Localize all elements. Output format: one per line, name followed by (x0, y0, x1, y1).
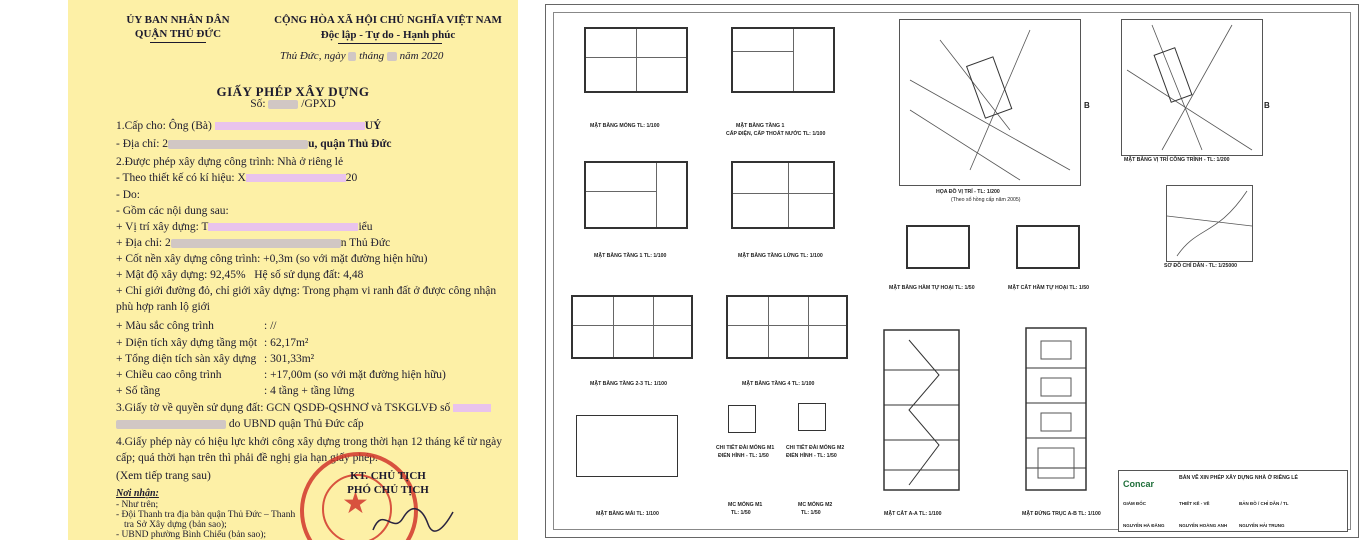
floor1-services-plan (731, 27, 835, 93)
roof-label: MẶT BẰNG MÁI TL: 1/100 (596, 511, 659, 517)
elevation-label: MẶT ĐỨNG TRỤC A-B TL: 1/100 (1022, 511, 1101, 517)
footing-m2-label: CHI TIẾT ĐÀI MÓNG M2 (786, 445, 845, 451)
section-label: MẶT CẮT A-A TL: 1/100 (884, 511, 942, 517)
title-block-content: BẢN ĐỒ / CHỈ DẪN / TL (1239, 501, 1289, 506)
title-block-sign-1: NGUYỄN HÀ ĐĂNG (1123, 523, 1165, 528)
floor23-plan (571, 295, 693, 359)
issued-to: 1.Cấp cho: Ông (Bà) UÝ (116, 120, 382, 132)
density-line: + Mật độ xây dựng: 92,45% Hệ số sử dụng đất: 4,48 (116, 269, 364, 281)
roof-plan (576, 415, 678, 477)
area1-value: : 62,17m² (264, 337, 309, 349)
recipient-3: tra Sở Xây dựng (bản sao); (124, 520, 227, 530)
floor23-label: MẶT BẰNG TẦNG 2-3 TL: 1/100 (590, 381, 667, 387)
septic-section (1016, 225, 1080, 269)
contents-heading: - Gồm các nội dung sau: (116, 205, 229, 217)
site-location-drawing (899, 19, 1081, 186)
building-permit-document (68, 0, 518, 540)
title-block-project: BẢN VẼ XIN PHÉP XÂY DỰNG NHÀ Ở RIÊNG LẺ (1179, 475, 1298, 481)
signer-role: PHÓ CHỦ TỊCH (347, 484, 429, 496)
see-next-page: (Xem tiếp trang sau) (116, 470, 211, 482)
authority-name: ỦY BAN NHÂN DÂN (126, 14, 230, 26)
locator-label: SƠ ĐỒ CHỈ DẪN - TL: 1/25000 (1164, 263, 1238, 269)
septic-section-label: MẶT CẮT HẦM TỰ HOẠI TL: 1/50 (1008, 285, 1089, 291)
mc-m2-sublabel: TL: 1/50 (801, 510, 821, 516)
star-icon: ★ (342, 486, 369, 521)
septic-plan (906, 225, 970, 269)
title-block-designer: THIẾT KẾ - VẼ (1179, 501, 1210, 506)
area1-label: + Diện tích xây dựng tầng một (116, 337, 258, 349)
footing-m1-sublabel: ĐIỂN HÌNH - TL: 1/50 (718, 453, 769, 459)
building-position-drawing (1121, 19, 1263, 156)
owner-address: - Địa chỉ: 2 u, quận Thủ Đức (116, 138, 392, 150)
permit-number: Số: /GPXD (250, 98, 336, 110)
floor1b-label: MẶT BẰNG TẦNG 1 TL: 1/100 (594, 253, 667, 259)
footing-m2-detail (798, 403, 826, 431)
authority-district: QUẬN THỦ ĐỨC (134, 28, 222, 40)
floors-value: : 4 tầng + tầng lửng (264, 385, 355, 397)
foundation-plan-label: MẶT BẰNG MÓNG TL: 1/100 (590, 123, 660, 129)
designed-by: - Do: (116, 189, 140, 201)
north-marker: B (1084, 101, 1090, 110)
mc-m2-label: MC MÓNG M2 (798, 502, 833, 508)
land-documents-2: do UBND quận Thủ Đức cấp (116, 418, 364, 430)
site-plan-label: HỌA ĐỒ VỊ TRÍ - TL: 1/200 (936, 189, 1000, 195)
company-logo: Concar (1123, 479, 1155, 489)
title-block-director: GIÁM ĐỐC (1123, 501, 1146, 506)
title-block-sign-2: NGUYỄN HOÀNG ANH (1179, 523, 1228, 528)
signature (368, 500, 458, 540)
foundation-plan (584, 27, 688, 93)
floor1-plan (584, 161, 688, 229)
place-date: Thủ Đức, ngày tháng năm 2020 (280, 50, 444, 62)
septic-plan-label: MẶT BẰNG HẦM TỰ HOẠI TL: 1/50 (889, 285, 975, 291)
mc-m1-sublabel: TL: 1/50 (731, 510, 751, 516)
floor1-plan-label: MẶT BẰNG TẦNG 1 (736, 123, 785, 129)
build-address: + Địa chỉ: 2 n Thủ Đức (116, 237, 391, 249)
height-value: : +17,00m (so với mặt đường hiện hữu) (264, 369, 446, 381)
locator-map (1166, 185, 1253, 262)
architectural-drawing-sheet (545, 4, 1359, 538)
recipient-1: - Như trên; (116, 500, 159, 510)
position-plan-label: MẶT BẰNG VỊ TRÍ CÔNG TRÌNH - TL: 1/200 (1124, 157, 1230, 163)
allowed-work: 2.Được phép xây dựng công trình: Nhà ở riêng lẻ (116, 156, 344, 168)
recipient-4: - UBND phường Bình Chiểu (bản sao); (116, 530, 267, 540)
signer-title: KT. CHỦ TỊCH (350, 470, 426, 482)
validity-2: cấp; quá thời hạn trên thì phải đề nghị gia hạn giấy phép. (116, 452, 378, 464)
color-label: + Màu sắc công trình (116, 320, 214, 332)
floor4-plan (726, 295, 848, 359)
color-value: : // (264, 320, 277, 332)
elevation-drawing (1016, 323, 1096, 495)
total-area-label: + Tổng diện tích sàn xây dựng (116, 353, 257, 365)
permit-title: GIẤY PHÉP XÂY DỰNG (216, 84, 370, 99)
site-plan-note: (Theo sổ hồng cấp năm 2005) (951, 197, 1021, 203)
mezz-label: MẶT BẰNG TẦNG LỬNG TL: 1/100 (738, 253, 823, 259)
north-marker-2: B (1264, 101, 1270, 110)
title-block (1118, 470, 1348, 532)
height-label: + Chiều cao công trình (116, 369, 222, 381)
boundary-line: + Chỉ giới đường đỏ, chỉ giới xây dựng: Trong phạm vi ranh đất ở được công nhận (116, 285, 497, 297)
recipients-heading: Nơi nhận: (116, 488, 159, 499)
mc-m1-label: MC MÓNG M1 (728, 502, 763, 508)
footing-m1-label: CHI TIẾT ĐÀI MÓNG M1 (716, 445, 775, 451)
validity: 4.Giấy phép này có hiệu lực khởi công xây dựng trong thời hạn 12 tháng kể từ ngày (116, 436, 503, 448)
recipient-2: - Đội Thanh tra địa bàn quận Thủ Đức – Thanh (116, 510, 296, 520)
mezzanine-plan (731, 161, 835, 229)
floor4-label: MẶT BẰNG TẦNG 4 TL: 1/100 (742, 381, 815, 387)
build-location: + Vị trí xây dựng: T iểu (116, 221, 373, 233)
nation-motto: Độc lập - Tự do - Hạnh phúc (320, 29, 456, 41)
design-code: - Theo thiết kế có kí hiệu: X 20 (116, 172, 358, 184)
boundary-line-2: phù hợp ranh lộ giới (116, 301, 210, 313)
title-block-sign-3: NGUYỄN HẢI TRUNG (1239, 523, 1285, 528)
section-aa-drawing (864, 325, 974, 495)
footing-m2-sublabel: ĐIỂN HÌNH - TL: 1/50 (786, 453, 837, 459)
total-area-value: : 301,33m² (264, 353, 315, 365)
land-documents: 3.Giấy tờ về quyền sử dụng đất: GCN QSDĐ-QSHNƠ và TSKGLVĐ số (116, 402, 491, 414)
foundation-level: + Cốt nền xây dựng công trình: +0,3m (so với mặt đường hiện hữu) (116, 253, 428, 265)
nation-title: CỘNG HÒA XÃ HỘI CHỦ NGHĨA VIỆT NAM (274, 14, 502, 26)
floors-label: + Số tầng (116, 385, 161, 397)
floor1-plan-sublabel: CẤP ĐIỆN, CẤP THOÁT NƯỚC TL: 1/100 (726, 131, 826, 137)
footing-m1-detail (728, 405, 756, 433)
